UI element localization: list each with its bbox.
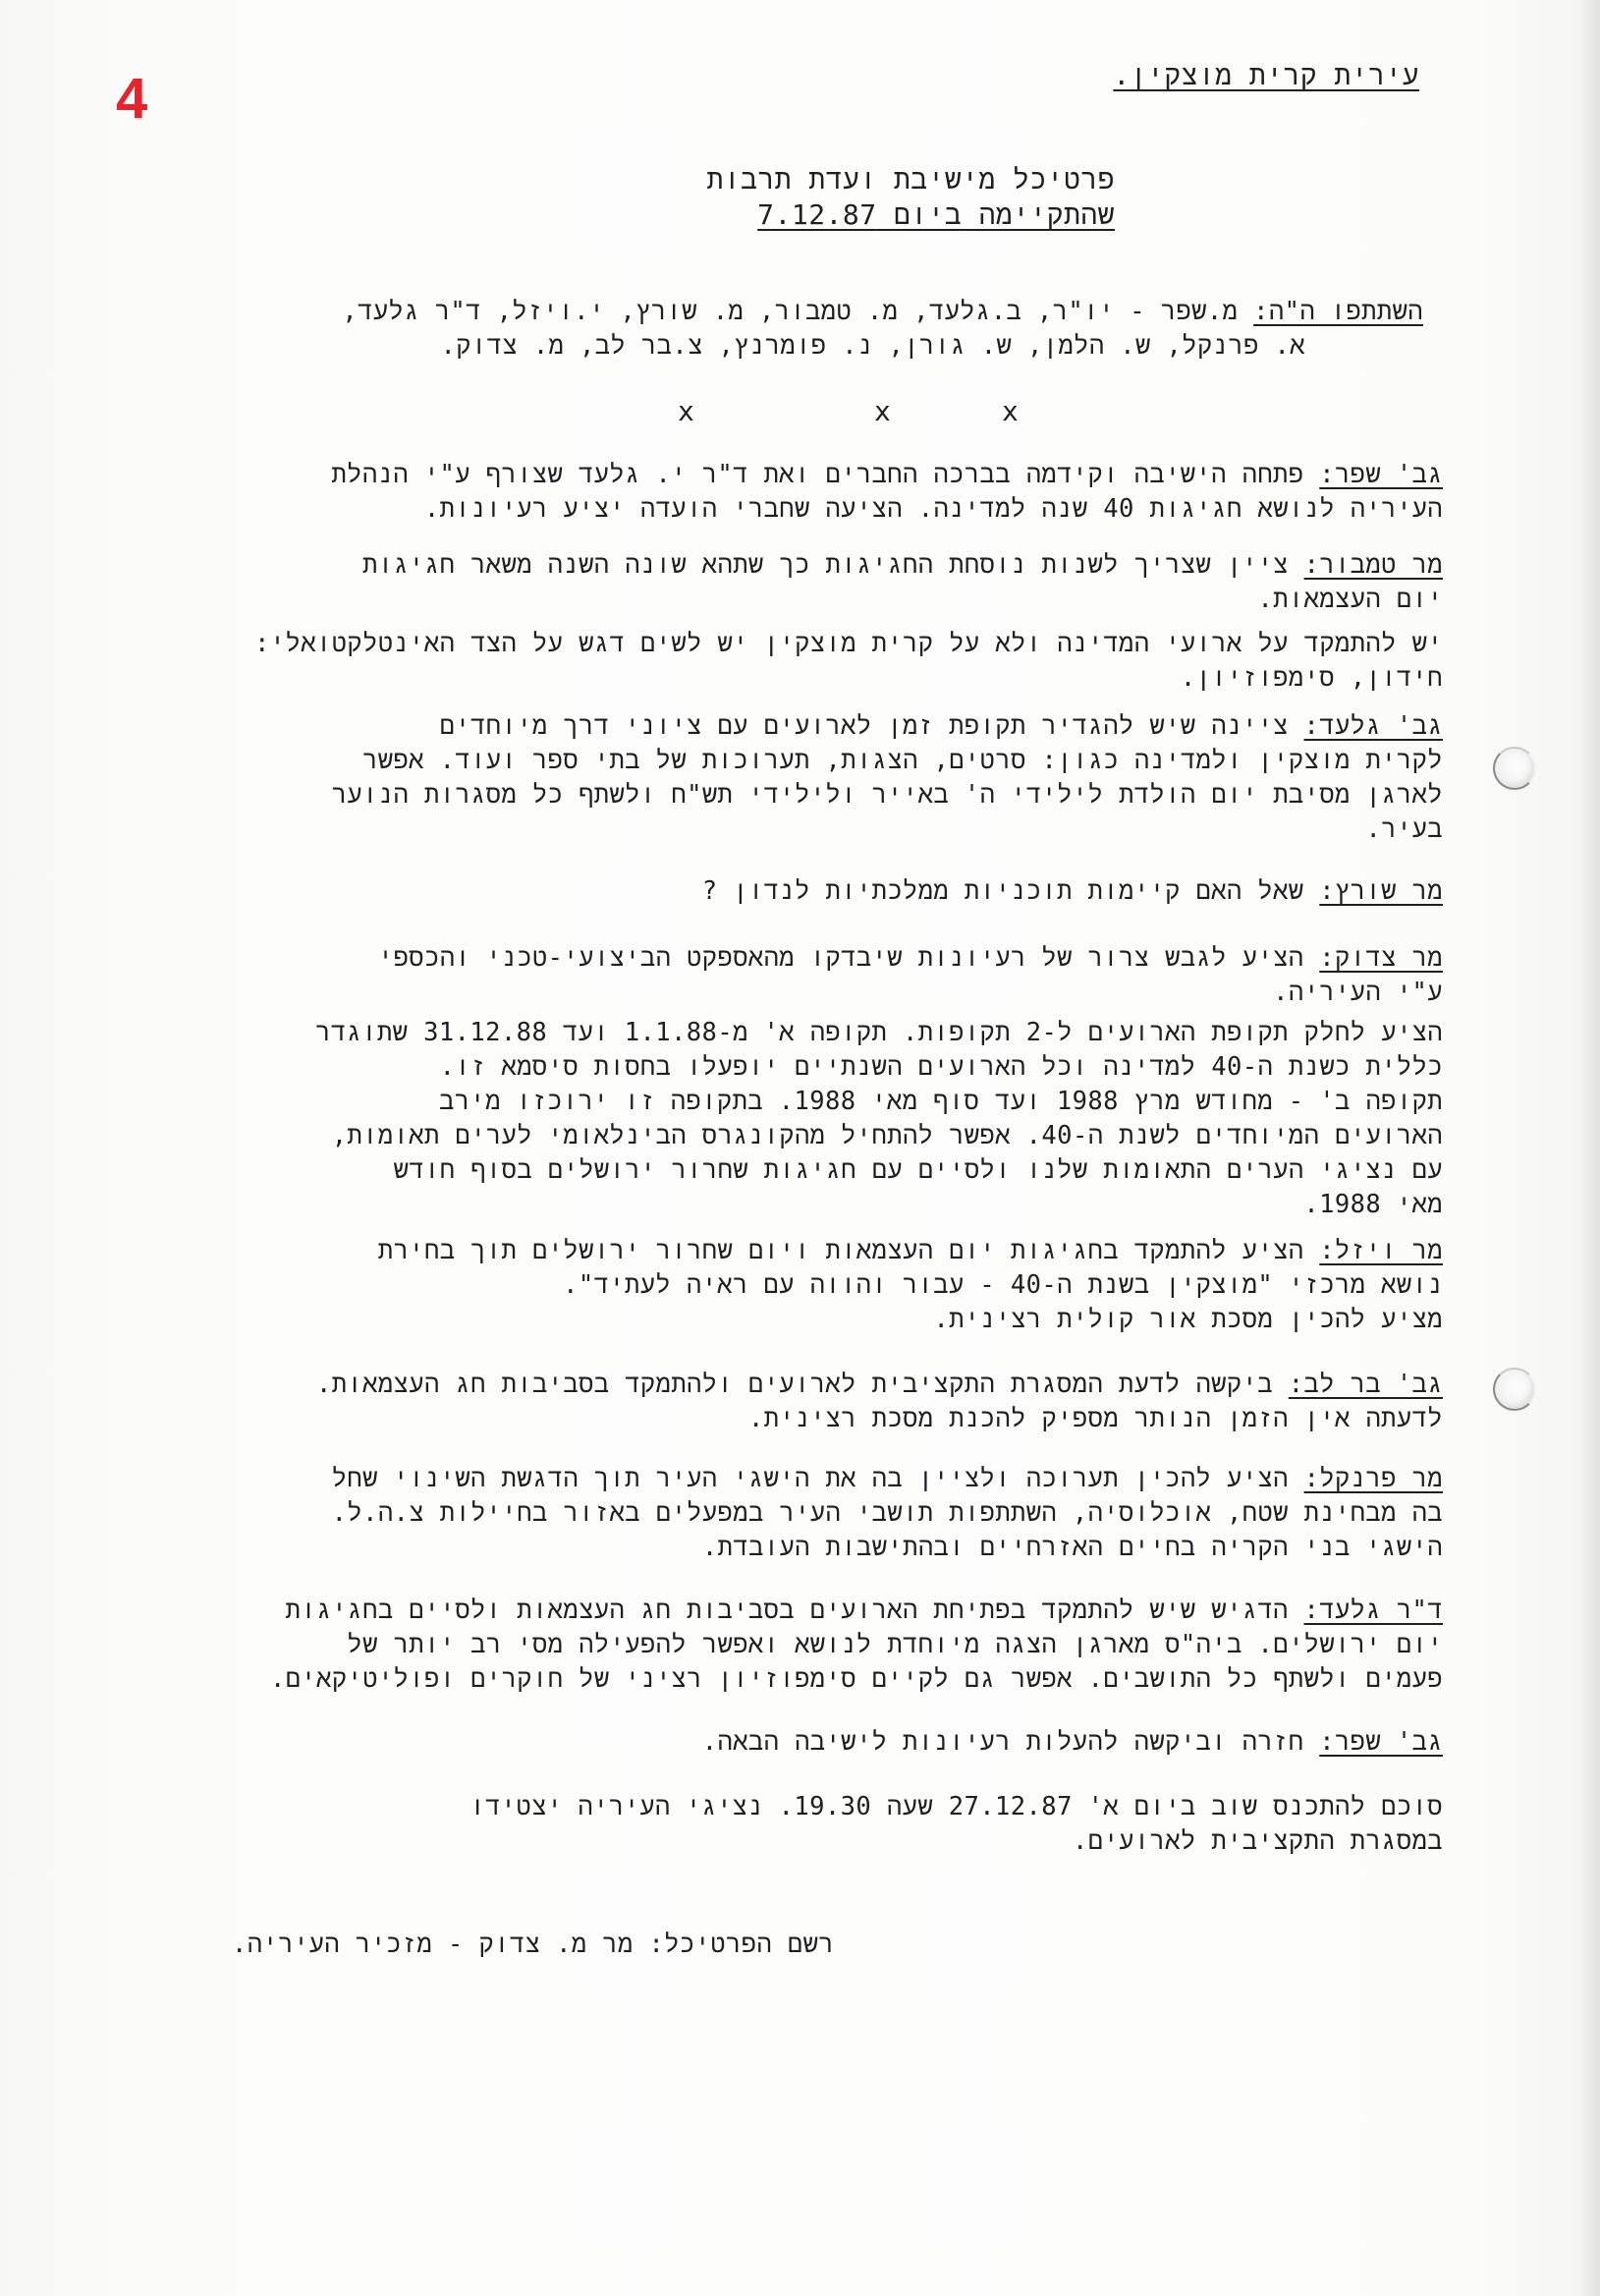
section-tzadok xyxy=(315,941,1443,1222)
speaker-label: גב' שפר: xyxy=(1319,1727,1443,1757)
summary-line-2: במסגרת התקציבית לארועים. xyxy=(1072,1826,1443,1856)
document-title: פרטיכל מישיבת ועדת תרבות xyxy=(706,163,1115,196)
section-line: מאי 1988. xyxy=(1303,1190,1443,1219)
section-line: הציע להתמקד בחגיגות יום העצמאות ויום שחרור ירושלים תוך בחירת xyxy=(377,1236,1304,1265)
section-line: נושא מרכזי "מוצקין בשנת ה-40 - עבור והווה עם ראיה לעתיד". xyxy=(563,1270,1443,1300)
section-line: חידון, סימפוזיון. xyxy=(1180,663,1443,693)
section-line: ביקשה לדעת המסגרת התקציבית לארועים ולהתמקד בסביבות חג העצמאות. xyxy=(315,1370,1273,1399)
speaker-label: מר טמבור: xyxy=(1303,550,1443,580)
section-line: ציין שצריך לשנות נוסחת החגיגות כך שתהא שונה השנה משאר חגיגות xyxy=(362,550,1289,580)
section-tambor xyxy=(254,548,1443,696)
speaker-label: גב' שפר: xyxy=(1319,460,1443,489)
section-frenkel xyxy=(332,1462,1443,1565)
section-bar-lev xyxy=(316,1368,1443,1436)
recorder-label: רשם הפרטיכל: xyxy=(648,1930,834,1959)
punch-hole-top xyxy=(1493,747,1536,790)
section-dr-gilad xyxy=(270,1594,1443,1697)
section-line: עם נציגי הערים התאומות שלנו ולסיים עם חגיגות שחרור ירושלים בסוף חודש xyxy=(393,1155,1443,1185)
section-line: כללית כשנת ה-40 למדינה וכל הארועים השנתיים יופעלו בחסות סיסמא זו. xyxy=(439,1052,1443,1082)
speaker-label: מר ויזל: xyxy=(1319,1236,1443,1265)
section-line: חזרה וביקשה להעלות רעיונות לישיבה הבאה. xyxy=(701,1727,1304,1757)
section-line: ציינה שיש להגדיר תקופת זמן לארועים עם ציוני דרך מיוחדים xyxy=(439,711,1289,741)
section-line: הדגיש שיש להתמקד בפתיחת הארועים בסביבות חג העצמאות ולסיים בחגיגות xyxy=(285,1596,1289,1625)
speaker-label: גב' גלעד: xyxy=(1303,711,1443,741)
separator-x-2: x xyxy=(874,395,891,427)
section-schwartz xyxy=(702,874,1443,909)
separator-x-3: x xyxy=(1002,395,1019,427)
section-line: שאל האם קיימות תוכניות ממלכתיות לנדון ? xyxy=(701,876,1304,906)
section-line: הציע לחלק תקופת הארועים ל-2 תקופות. תקופה א' מ-1.1.88 ועד 31.12.88 שתוגדר xyxy=(315,1018,1443,1047)
speaker-label: מר שורץ: xyxy=(1319,876,1443,906)
section-line: לארגן מסיבת יום הולדת לילידי ה' באייר ולילידי תש"ח ולשתף כל מסגרות הנוער xyxy=(331,780,1443,810)
section-line: הארועים המיוחדים לשנת ה-40. אפשר להתחיל מהקונגרס הבינלאומי לערים תאומות, xyxy=(331,1121,1443,1150)
section-line: תקופה ב' - מחודש מרץ 1988 ועד סוף מאי 1988. בתקופה זו ירוכזו מירב xyxy=(439,1087,1443,1116)
section-gilad-mrs xyxy=(332,709,1443,847)
section-line: יש להתמקד על ארועי המדינה ולא על קרית מוצקין יש לשים דגש על הצד האינטלקטואלי: xyxy=(254,629,1443,658)
separator-x-1: x xyxy=(678,395,694,427)
speaker-label: מר צדוק: xyxy=(1319,943,1443,973)
section-shefer-opening xyxy=(331,458,1443,527)
section-line: מציע להכין מסכת אור קולית רצינית. xyxy=(933,1305,1443,1334)
section-wiesel xyxy=(378,1234,1443,1337)
paper-edge-shadow xyxy=(1578,0,1600,2296)
speaker-label: מר פרנקל: xyxy=(1303,1464,1443,1493)
section-line: בעיר. xyxy=(1365,814,1443,844)
section-line: לקרית מוצקין ולמדינה כגון: סרטים, הצגות, תערוכות של בתי ספר ועוד. אפשר xyxy=(362,746,1443,775)
section-line: ע"י העיריה. xyxy=(1273,978,1443,1007)
recorder-text: מר מ. צדוק - מזכיר העיריה. xyxy=(232,1930,634,1959)
municipality-header: עירית קרית מוצקין. xyxy=(1113,59,1419,91)
participants-block xyxy=(342,295,1423,364)
speaker-label: ד"ר גלעד: xyxy=(1303,1596,1443,1625)
section-line: לדעתה אין הזמן הנותר מספיק להכנת מסכת רצינית. xyxy=(747,1404,1443,1433)
recorder-line xyxy=(232,1928,834,1962)
section-line: בה מבחינת שטח, אוכלוסיה, השתתפות תושבי העיר במפעלים באזור בחיילות צ.ה.ל. xyxy=(331,1498,1443,1528)
section-line: יום ירושלים. ביה"ס מארגן הצגה מיוחדת לנושא ואפשר להפעילה מסי רב יותר של xyxy=(347,1630,1443,1659)
page-number: 4 xyxy=(116,67,148,131)
section-line: פעמים ולשתף כל התושבים. אפשר גם לקיים סימפוזיון רציני של חוקרים ופוליטיקאים. xyxy=(269,1664,1443,1694)
punch-hole-bottom xyxy=(1493,1368,1536,1411)
section-line: יום העצמאות. xyxy=(1257,585,1443,614)
section-line: הישגי בני הקריה בחיים האזרחיים ובהתישבות העובדת. xyxy=(701,1533,1443,1562)
summary-block xyxy=(469,1790,1443,1859)
participants-line-2: א. פרנקל, ש. הלמן, ש. גורן, נ. פומרנץ, צ.בר לב, מ. צדוק. xyxy=(440,331,1305,361)
section-line: העיריה לנושא חגיגות 40 שנה למדינה. הציעה שחברי הועדה יציע רעיונות. xyxy=(423,494,1443,524)
section-line: הציע לגבש צרור של רעיונות שיבדקו מהאספקט הביצועי-טכני והכספי xyxy=(377,943,1304,973)
speaker-label: גב' בר לב: xyxy=(1288,1370,1443,1399)
document-subtitle: שהתקיימה ביום 7.12.87 xyxy=(757,198,1115,231)
participants-label: השתתפו ה"ה: xyxy=(1253,297,1423,326)
section-line: הציע להכין תערוכה ולציין בה את הישגי העיר תוך הדגשת השינוי שחל xyxy=(331,1464,1289,1493)
section-line: פתחה הישיבה וקידמה בברכה החברים ואת ד"ר י. גלעד שצורף ע"י הנהלת xyxy=(331,460,1304,489)
summary-line-1: סוכם להתכנס שוב ביום א' 27.12.87 שעה 19.30. נציגי העיריה יצטידו xyxy=(469,1792,1443,1821)
section-shefer-closing xyxy=(702,1725,1443,1760)
participants-line-1: מ.שפר - יו"ר, ב.גלעד, מ. טמבור, מ. שורץ, י.ויזל, ד"ר גלעד, xyxy=(342,297,1239,326)
